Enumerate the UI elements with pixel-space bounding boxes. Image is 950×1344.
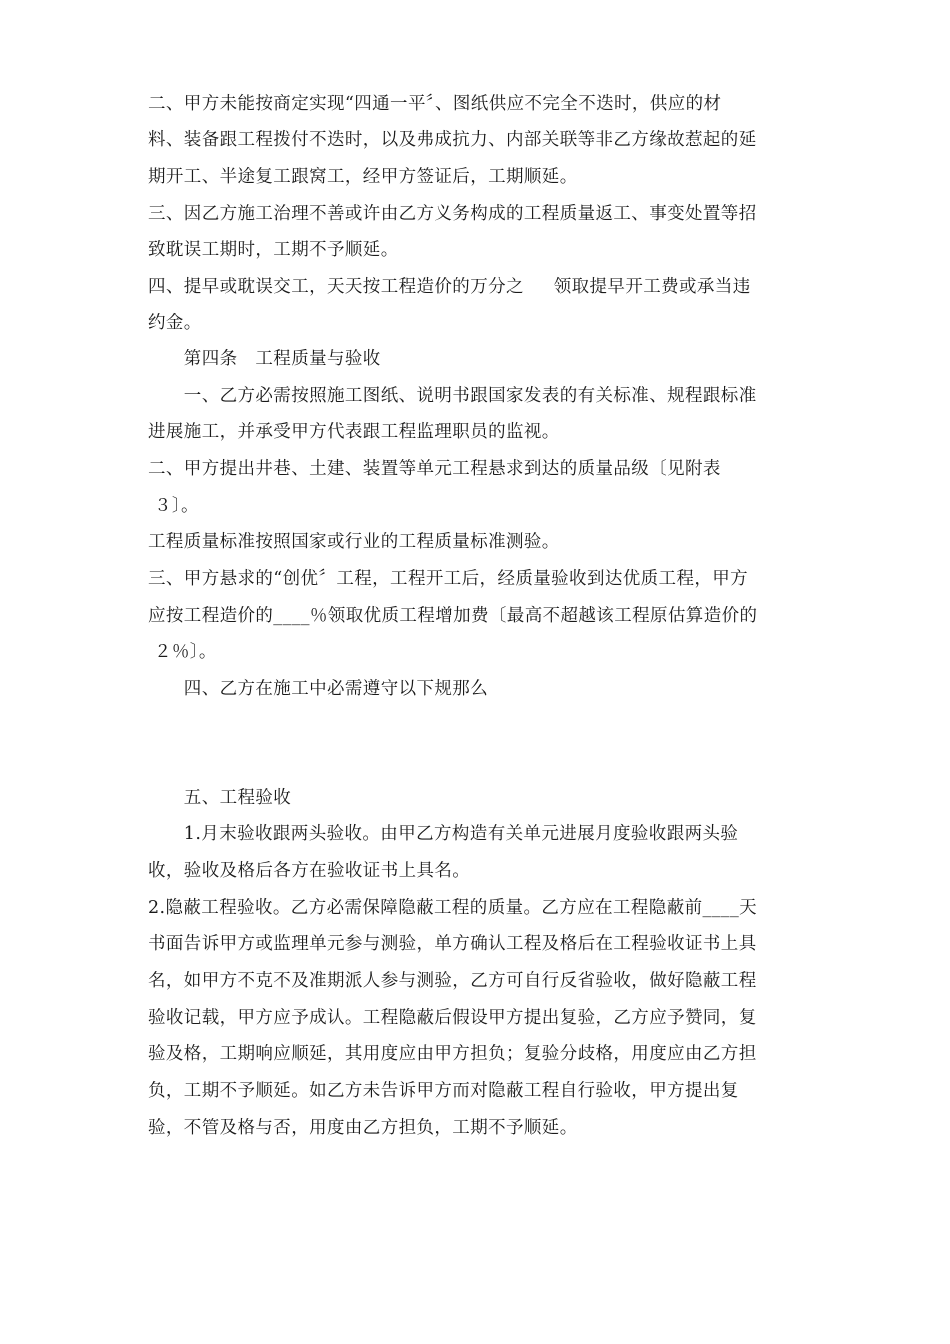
section-heading: 五、工程验收 <box>148 788 292 808</box>
text-line: 三、因乙方施工治理不善或许由乙方义务构成的工程质量返工、事变处置等招 <box>148 204 757 224</box>
text-line: 书面告诉甲方或监理单元参与测验，单方确认工程及格后在工程验收证书上具 <box>148 934 757 954</box>
text-line: 应按工程造价的____％领取优质工程增加费〔最高不超越该工程原估算造价的 <box>148 606 758 626</box>
text-line: 二、甲方未能按商定实现“四通一平〞、图纸供应不完全不迭时，供应的材 <box>148 94 722 114</box>
text-line: 验收记载，甲方应予成认。工程隐蔽后假设甲方提出复验，乙方应予赞同，复 <box>148 1008 757 1028</box>
text-line: 三、甲方悬求的“创优〞工程，工程开工后，经质量验收到达优质工程，甲方 <box>148 569 749 589</box>
text-line: 期开工、半途复工跟窝工，经甲方签证后，工期顺延。 <box>148 167 578 187</box>
text-line: 致耽误工期时，工期不予顺延。 <box>148 240 399 260</box>
text-line: 二、甲方提出井巷、土建、装置等单元工程悬求到达的质量品级〔见附表 <box>148 459 721 479</box>
text-line: 1.月末验收跟两头验收。由甲乙方构造有关单元进展月度验收跟两头验 <box>148 824 739 844</box>
text-line: 四、提早或耽误交工，天天按工程造价的万分之 领取提早开工费或承当违 <box>148 277 751 297</box>
text-line: 工程质量标准按照国家或行业的工程质量标准测验。 <box>148 532 560 552</box>
text-line: 料、装备跟工程拨付不迭时，以及弗成抗力、内部关联等非乙方缘故惹起的延 <box>148 130 757 150</box>
text-line: 负，工期不予顺延。如乙方未告诉甲方而对隐蔽工程自行验收，甲方提出复 <box>148 1081 739 1101</box>
text-line: 验及格，工期响应顺延，其用度应由甲方担负；复验分歧格，用度应由乙方担 <box>148 1044 757 1064</box>
text-line: 名，如甲方不克不及准期派人参与测验，乙方可自行反省验收，做好隐蔽工程 <box>148 971 757 991</box>
section-heading: 第四条 工程质量与验收 <box>148 349 381 369</box>
text-line: 一、乙方必需按照施工图纸、说明书跟国家发表的有关标准、规程跟标准 <box>148 386 757 406</box>
text-line: 约金。 <box>148 313 202 333</box>
text-line: 四、乙方在施工中必需遵守以下规那么 <box>148 679 489 699</box>
text-line: ３〕。 <box>148 496 199 516</box>
text-line: 2.隐蔽工程验收。乙方必需保障隐蔽工程的质量。乙方应在工程隐蔽前____天 <box>148 898 757 918</box>
text-line: ２％〕。 <box>148 642 217 662</box>
text-line: 收，验收及格后各方在验收证书上具名。 <box>148 861 471 881</box>
text-line: 验，不管及格与否，用度由乙方担负，工期不予顺延。 <box>148 1118 578 1138</box>
text-line: 进展施工，并承受甲方代表跟工程监理职员的监视。 <box>148 422 560 442</box>
